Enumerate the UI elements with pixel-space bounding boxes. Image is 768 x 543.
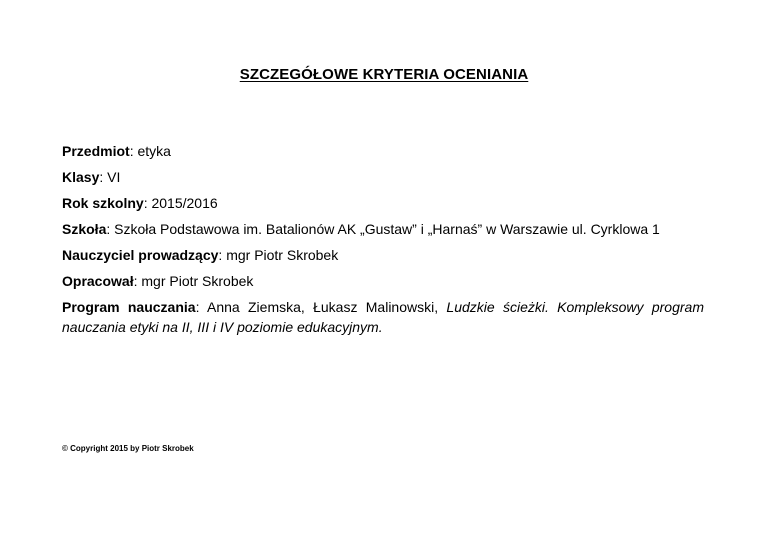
field-teacher: Nauczyciel prowadzący: mgr Piotr Skrobek	[62, 247, 339, 263]
field-classes-value: VI	[107, 169, 121, 185]
field-classes: Klasy: VI	[62, 169, 121, 185]
field-school-year-value: 2015/2016	[151, 195, 218, 211]
field-curriculum-title: Ludzkie ścieżki. Kompleksowy program nauczania etyki na II, III i IV poziomie edukacyjnym.	[62, 299, 704, 335]
field-subject-value: etyka	[137, 143, 171, 159]
field-prepared-by-value: mgr Piotr Skrobek	[141, 273, 254, 289]
field-curriculum: Program nauczania: Anna Ziemska, Łukasz Malinowski, Ludzkie ścieżki. Kompleksowy program nauczania etyki na II, III i IV poziomie edukacyjnym.	[62, 299, 704, 335]
field-school-value: Szkoła Podstawowa im. Batalionów AK „Gustaw” i „Harnaś” w Warszawie ul. Cyrklowa 1	[114, 221, 660, 237]
document-title: SZCZEGÓŁOWE KRYTERIA OCENIANIA	[239, 66, 529, 83]
copyright-notice: © Copyright 2015 by Piotr Skrobek	[62, 444, 194, 453]
document-info	[62, 141, 704, 343]
field-curriculum-authors: Anna Ziemska, Łukasz Malinowski,	[207, 299, 447, 315]
field-school-label: Szkoła	[62, 221, 107, 237]
field-prepared-by-label: Opracował	[62, 273, 134, 289]
field-subject: Przedmiot: etyka	[62, 143, 171, 159]
field-classes-label: Klasy	[62, 169, 100, 185]
field-school-year-label: Rok szkolny	[62, 195, 144, 211]
field-subject-label: Przedmiot	[62, 143, 130, 159]
field-school-year: Rok szkolny: 2015/2016	[62, 195, 218, 211]
field-school: Szkoła: Szkoła Podstawowa im. Batalionów AK „Gustaw” i „Harnaś” w Warszawie ul. Cyrklowa 1	[62, 221, 660, 237]
field-prepared-by: Opracował: mgr Piotr Skrobek	[62, 273, 254, 289]
field-teacher-label: Nauczyciel prowadzący	[62, 247, 219, 263]
field-teacher-value: mgr Piotr Skrobek	[226, 247, 339, 263]
field-curriculum-label: Program nauczania	[62, 299, 196, 315]
